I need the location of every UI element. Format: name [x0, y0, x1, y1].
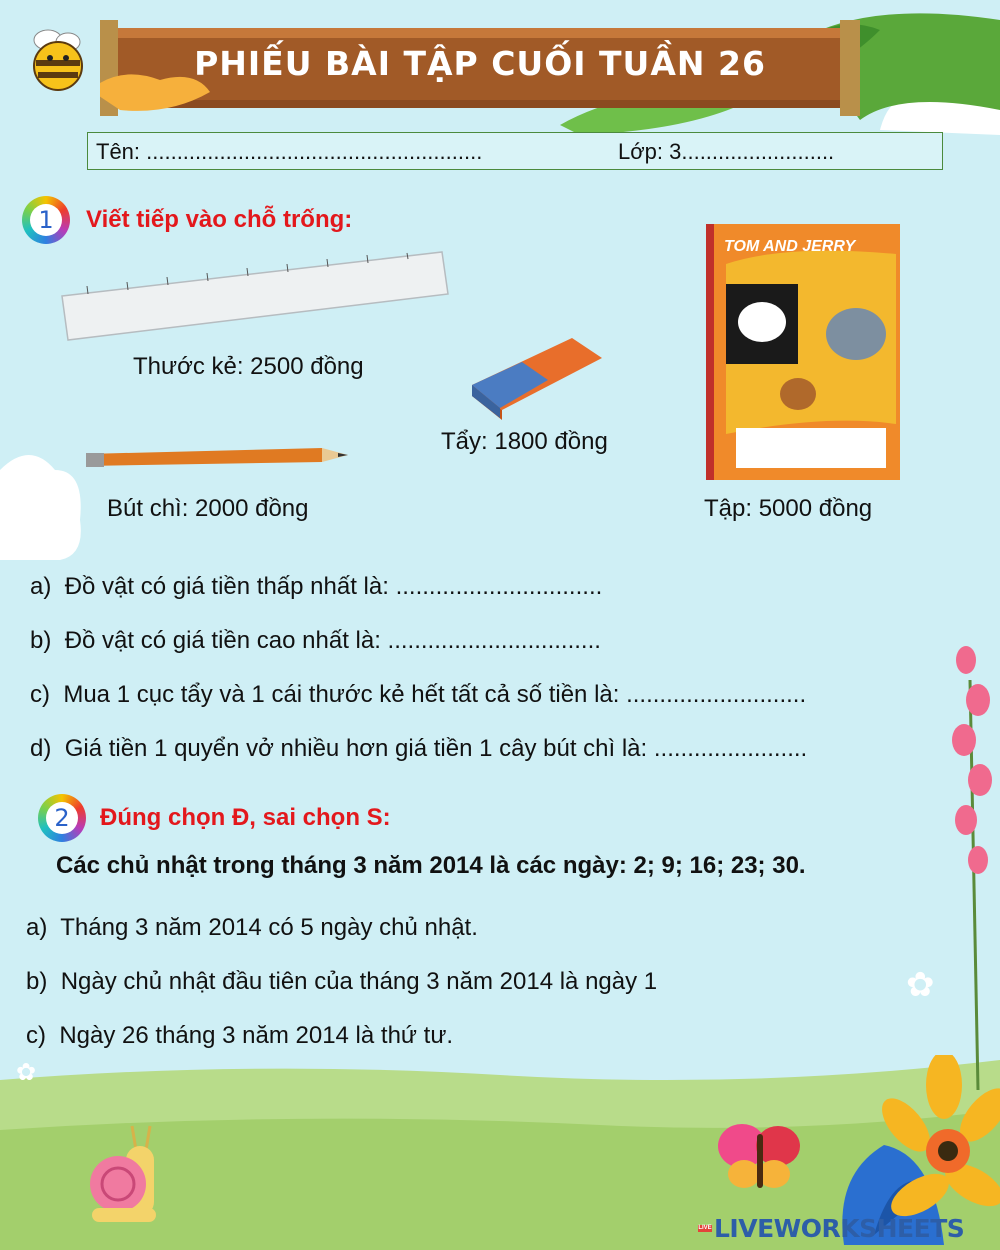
question-text[interactable]: Ngày 26 tháng 3 năm 2014 là thứ tư. — [59, 1022, 454, 1049]
exercise-2-heading: Đúng chọn Đ, sai chọn S: — [100, 804, 391, 831]
question-1a — [30, 573, 602, 601]
flower-stalk-icon — [948, 640, 1000, 1100]
exercise-1-heading: Viết tiếp vào chỗ trống: — [86, 206, 353, 233]
small-flower-icon: ✿ — [906, 966, 935, 1004]
question-label: a) — [26, 914, 48, 941]
question-text[interactable]: Đồ vật có giá tiền cao nhất là: ................................ — [64, 627, 601, 654]
question-2b — [26, 968, 657, 996]
question-label: b) — [26, 968, 48, 995]
question-1c — [30, 681, 806, 709]
question-1b — [30, 627, 601, 655]
liveworksheets-logo — [698, 1214, 964, 1243]
exercise-2-badge: 2 — [38, 794, 86, 842]
butterfly-icon — [712, 1118, 806, 1194]
question-label: b) — [30, 627, 52, 654]
question-label: c) — [26, 1022, 46, 1049]
question-label: a) — [30, 573, 52, 600]
question-label: c) — [30, 681, 50, 708]
pencil-image — [86, 444, 348, 470]
logo-text: LIVEWORKSHEETS — [714, 1214, 965, 1243]
logo-badge: LIVE — [698, 1225, 712, 1231]
question-2c — [26, 1022, 453, 1050]
name-field[interactable]: Tên: ....................................................... — [96, 139, 483, 164]
ruler-price: Thước kẻ: 2500 đồng — [133, 353, 364, 380]
small-flower-icon: ✿ — [16, 1059, 37, 1086]
question-2a — [26, 914, 478, 942]
student-info-box — [87, 132, 943, 170]
pencil-price: Bút chì: 2000 đồng — [107, 495, 309, 522]
question-text[interactable]: Mua 1 cục tẩy và 1 cái thước kẻ hết tất cả số tiền là: ........................... — [63, 681, 807, 708]
notebook-price: Tập: 5000 đồng — [704, 495, 873, 522]
question-label: d) — [30, 735, 52, 762]
eraser-image — [462, 330, 608, 422]
bee-icon — [18, 20, 94, 96]
question-1d — [30, 735, 807, 763]
ruler-image — [58, 248, 450, 346]
exercise-1-badge: 1 — [22, 196, 70, 244]
question-text[interactable]: Ngày chủ nhật đầu tiên của tháng 3 năm 2014 là ngày 1 — [60, 968, 658, 995]
question-text[interactable]: Giá tiền 1 quyển vở nhiều hơn giá tiền 1 cây bút chì là: ....................... — [64, 735, 808, 762]
notebook-image — [706, 224, 900, 480]
page-title: PHIẾU BÀI TẬP CUỐI TUẦN 26 — [194, 44, 766, 83]
exercise-2-statement: Các chủ nhật trong tháng 3 năm 2014 là các ngày: 2; 9; 16; 23; 30. — [56, 852, 806, 879]
class-field[interactable]: Lớp: 3......................... — [618, 139, 835, 164]
notebook-brand: TOM AND JERRY — [724, 238, 856, 255]
question-text[interactable]: Tháng 3 năm 2014 có 5 ngày chủ nhật. — [60, 914, 478, 941]
snail-icon — [86, 1120, 162, 1230]
eraser-price: Tẩy: 1800 đồng — [441, 428, 608, 455]
question-text[interactable]: Đồ vật có giá tiền thấp nhất là: ............................... — [64, 573, 603, 600]
